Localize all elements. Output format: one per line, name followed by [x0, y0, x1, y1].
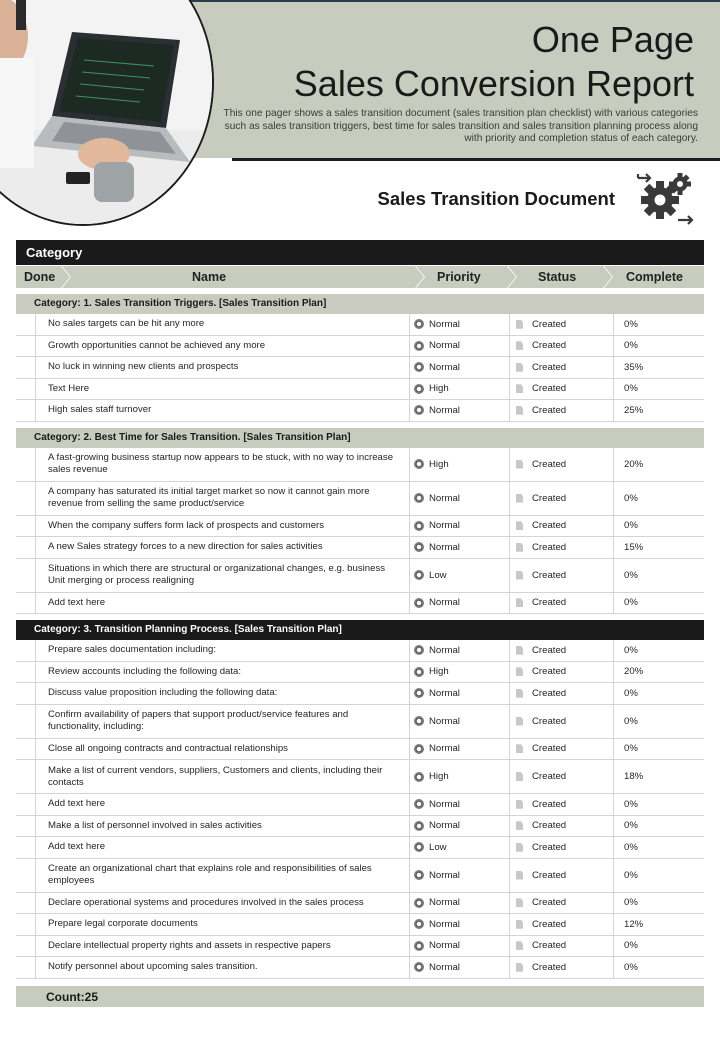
table-row — [16, 936, 704, 958]
done-checkbox[interactable] — [16, 760, 36, 793]
complete-value: 0% — [624, 597, 638, 609]
priority-cell — [410, 516, 510, 537]
complete-value: 0% — [624, 820, 638, 832]
complete-value: 0% — [624, 383, 638, 395]
table-row — [16, 662, 704, 684]
table-row — [16, 336, 704, 358]
priority-label: Normal — [429, 318, 460, 330]
complete-value: 0% — [624, 520, 638, 532]
done-checkbox[interactable] — [16, 893, 36, 914]
priority-cell — [410, 936, 510, 957]
document-icon — [516, 821, 523, 830]
page-title — [294, 18, 694, 106]
radio-dot-icon — [414, 821, 424, 831]
task-name: Add text here — [36, 593, 410, 614]
complete-value: 18% — [624, 771, 644, 782]
priority-cell — [410, 640, 510, 661]
complete-value: 0% — [624, 318, 638, 330]
radio-dot-icon — [414, 384, 424, 394]
category-header: Category — [16, 240, 704, 265]
complete-value: 0% — [624, 743, 638, 755]
document-icon — [516, 571, 523, 580]
document-icon — [516, 963, 523, 972]
priority-label: Normal — [429, 715, 460, 727]
column-done[interactable]: Done — [24, 270, 56, 284]
complete-value: 0% — [624, 841, 638, 853]
page-title-line1: One Page — [531, 19, 694, 60]
document-title: Sales Transition Document — [377, 188, 615, 209]
task-name: Situations in which there are structural or organizational changes, e.g. business Unit merging or process realigning — [36, 559, 410, 592]
document-icon — [516, 800, 523, 809]
task-name: Prepare sales documentation including: — [36, 640, 410, 661]
done-checkbox[interactable] — [16, 314, 36, 335]
priority-label: High — [429, 666, 449, 678]
status-cell — [510, 662, 614, 683]
task-name: Add text here — [36, 837, 410, 858]
radio-dot-icon — [414, 941, 424, 951]
radio-dot-icon — [414, 744, 424, 754]
radio-dot-icon — [414, 405, 424, 415]
radio-dot-icon — [414, 542, 424, 552]
document-icon — [516, 543, 523, 552]
done-checkbox[interactable] — [16, 559, 36, 592]
complete-value: 25% — [624, 404, 644, 416]
document-icon — [516, 598, 523, 607]
table-row — [16, 739, 704, 761]
radio-dot-icon — [414, 362, 424, 372]
status-cell — [510, 816, 614, 837]
table-row — [16, 705, 704, 739]
priority-cell — [410, 760, 510, 793]
document-icon — [516, 384, 523, 393]
status-label: Created — [532, 492, 567, 504]
status-cell — [510, 683, 614, 704]
column-status[interactable]: Status — [538, 270, 577, 284]
done-checkbox[interactable] — [16, 957, 36, 978]
table-row — [16, 816, 704, 838]
status-cell — [510, 760, 614, 793]
document-icon — [516, 941, 523, 950]
radio-dot-icon — [414, 645, 424, 655]
status-label: Created — [532, 666, 567, 678]
status-label: Created — [532, 340, 567, 352]
radio-dot-icon — [414, 667, 424, 677]
task-name: Discuss value proposition including the following data: — [36, 683, 410, 704]
done-checkbox[interactable] — [16, 705, 36, 738]
priority-label: Low — [429, 569, 447, 581]
complete-value: 0% — [624, 644, 638, 656]
category-group-title: Category: 3. Transition Planning Process. [Sales Transition Plan] — [16, 620, 704, 640]
table-row — [16, 859, 704, 893]
status-label: Created — [532, 798, 567, 810]
status-cell — [510, 794, 614, 815]
status-cell — [510, 593, 614, 614]
radio-dot-icon — [414, 521, 424, 531]
complete-value: 0% — [624, 687, 638, 699]
done-checkbox[interactable] — [16, 837, 36, 858]
complete-value: 35% — [624, 361, 644, 373]
priority-label: High — [429, 771, 449, 782]
count-footer: Count:25 — [16, 986, 704, 1007]
priority-cell — [410, 705, 510, 738]
status-cell — [510, 537, 614, 558]
table-row — [16, 379, 704, 401]
document-icon — [516, 667, 523, 676]
document-icon — [516, 460, 523, 469]
radio-dot-icon — [414, 962, 424, 972]
status-label: Created — [532, 644, 567, 656]
status-cell — [510, 859, 614, 892]
priority-cell — [410, 482, 510, 515]
table-row — [16, 400, 704, 422]
table-row — [16, 516, 704, 538]
status-label: Created — [532, 918, 567, 930]
document-icon — [516, 320, 523, 329]
priority-label: Normal — [429, 644, 460, 656]
table-row — [16, 537, 704, 559]
priority-cell — [410, 893, 510, 914]
done-checkbox[interactable] — [16, 336, 36, 357]
done-checkbox[interactable] — [16, 379, 36, 400]
status-label: Created — [532, 940, 567, 952]
complete-value: 0% — [624, 798, 638, 810]
task-name: Create an organizational chart that explains role and responsibilities of sales employees — [36, 859, 410, 892]
done-checkbox[interactable] — [16, 794, 36, 815]
priority-label: Normal — [429, 897, 460, 909]
table-row — [16, 683, 704, 705]
done-checkbox[interactable] — [16, 537, 36, 558]
complete-value: 0% — [624, 569, 638, 581]
category-groups — [16, 294, 704, 979]
done-checkbox[interactable] — [16, 739, 36, 760]
task-name: Make a list of personnel involved in sales activities — [36, 816, 410, 837]
table-row — [16, 837, 704, 859]
priority-cell — [410, 559, 510, 592]
document-icon — [516, 744, 523, 753]
status-cell — [510, 957, 614, 978]
priority-cell — [410, 314, 510, 335]
table-row — [16, 957, 704, 979]
column-priority[interactable]: Priority — [437, 270, 481, 284]
status-label: Created — [532, 687, 567, 699]
radio-dot-icon — [414, 319, 424, 329]
task-name: Declare intellectual property rights and assets in respective papers — [36, 936, 410, 957]
status-label: Created — [532, 841, 567, 853]
status-cell — [510, 705, 614, 738]
done-checkbox[interactable] — [16, 859, 36, 892]
complete-value: 0% — [624, 340, 638, 352]
table-row — [16, 357, 704, 379]
status-label: Created — [532, 361, 567, 373]
table-row — [16, 593, 704, 615]
radio-dot-icon — [414, 493, 424, 503]
priority-cell — [410, 816, 510, 837]
priority-label: Normal — [429, 918, 460, 930]
document-icon — [516, 689, 523, 698]
status-cell — [510, 739, 614, 760]
priority-label: Normal — [429, 541, 460, 553]
priority-cell — [410, 662, 510, 683]
status-label: Created — [532, 383, 567, 395]
priority-cell — [410, 593, 510, 614]
complete-value: 0% — [624, 940, 638, 952]
status-cell — [510, 482, 614, 515]
priority-cell — [410, 379, 510, 400]
document-icon — [516, 521, 523, 530]
header-divider — [232, 158, 720, 161]
done-checkbox[interactable] — [16, 357, 36, 378]
status-cell — [510, 893, 614, 914]
status-label: Created — [532, 820, 567, 832]
done-checkbox[interactable] — [16, 593, 36, 614]
document-icon — [516, 646, 523, 655]
complete-value: 0% — [624, 961, 638, 973]
priority-label: High — [429, 383, 449, 395]
table-row — [16, 482, 704, 516]
document-icon — [516, 717, 523, 726]
status-label: Created — [532, 869, 567, 881]
table-row — [16, 314, 704, 336]
radio-dot-icon — [414, 688, 424, 698]
priority-label: Normal — [429, 492, 460, 504]
table-row — [16, 760, 704, 794]
category-group-title: Category: 2. Best Time for Sales Transition. [Sales Transition Plan] — [16, 428, 704, 448]
priority-cell — [410, 794, 510, 815]
column-complete[interactable]: Complete — [626, 270, 683, 284]
status-label: Created — [532, 404, 567, 416]
task-name: Declare operational systems and procedures involved in the sales process — [36, 893, 410, 914]
task-name: Notify personnel about upcoming sales transition. — [36, 957, 410, 978]
column-header-row — [16, 266, 704, 288]
priority-label: Normal — [429, 404, 460, 416]
status-label: Created — [532, 897, 567, 909]
radio-dot-icon — [414, 570, 424, 580]
priority-label: Normal — [429, 961, 460, 973]
task-name: Confirm availability of papers that support product/service features and functionality, including: — [36, 705, 410, 738]
status-label: Created — [532, 743, 567, 755]
document-icon — [516, 341, 523, 350]
priority-label: Normal — [429, 597, 460, 609]
table-row — [16, 914, 704, 936]
complete-value: 15% — [624, 541, 644, 553]
priority-label: Normal — [429, 940, 460, 952]
radio-dot-icon — [414, 341, 424, 351]
priority-cell — [410, 837, 510, 858]
status-label: Created — [532, 541, 567, 553]
table-row — [16, 448, 704, 482]
task-name: No sales targets can be hit any more — [36, 314, 410, 335]
priority-label: Normal — [429, 520, 460, 532]
category-group-title: Category: 1. Sales Transition Triggers. [Sales Transition Plan] — [16, 294, 704, 314]
status-cell — [510, 640, 614, 661]
done-checkbox[interactable] — [16, 482, 36, 515]
priority-cell — [410, 957, 510, 978]
task-name: High sales staff turnover — [36, 400, 410, 421]
radio-dot-icon — [414, 799, 424, 809]
done-checkbox[interactable] — [16, 683, 36, 704]
page-title-line2: Sales Conversion Report — [293, 63, 694, 104]
priority-label: Normal — [429, 743, 460, 755]
priority-label: Normal — [429, 869, 460, 881]
task-name: No luck in winning new clients and prospects — [36, 357, 410, 378]
priority-cell — [410, 537, 510, 558]
task-name: Review accounts including the following data: — [36, 662, 410, 683]
status-cell — [510, 914, 614, 935]
document-icon — [516, 494, 523, 503]
task-name: A company has saturated its initial target market so now it cannot gain more revenue from selling the same product/service — [36, 482, 410, 515]
status-label: Created — [532, 569, 567, 581]
done-checkbox[interactable] — [16, 400, 36, 421]
status-cell — [510, 400, 614, 421]
radio-dot-icon — [414, 919, 424, 929]
radio-dot-icon — [414, 459, 424, 469]
status-cell — [510, 379, 614, 400]
radio-dot-icon — [414, 898, 424, 908]
priority-label: Normal — [429, 687, 460, 699]
task-name: Make a list of current vendors, suppliers, Customers and clients, including their contacts — [36, 760, 410, 793]
task-name: Add text here — [36, 794, 410, 815]
status-label: Created — [532, 771, 567, 782]
status-label: Created — [532, 318, 567, 330]
priority-cell — [410, 400, 510, 421]
done-checkbox[interactable] — [16, 640, 36, 661]
status-cell — [510, 516, 614, 537]
complete-value: 0% — [624, 715, 638, 727]
status-cell — [510, 936, 614, 957]
table-row — [16, 893, 704, 915]
document-icon — [516, 898, 523, 907]
document-icon — [516, 363, 523, 372]
done-checkbox[interactable] — [16, 448, 36, 481]
laptop-photo — [0, 0, 214, 226]
task-name: A new Sales strategy forces to a new direction for sales activities — [36, 537, 410, 558]
document-icon — [516, 772, 523, 781]
status-cell — [510, 559, 614, 592]
done-checkbox[interactable] — [16, 516, 36, 537]
radio-dot-icon — [414, 598, 424, 608]
radio-dot-icon — [414, 772, 424, 782]
priority-cell — [410, 859, 510, 892]
priority-cell — [410, 683, 510, 704]
done-checkbox[interactable] — [16, 662, 36, 683]
radio-dot-icon — [414, 716, 424, 726]
radio-dot-icon — [414, 842, 424, 852]
status-label: Created — [532, 597, 567, 609]
gears-arrows-icon — [634, 170, 696, 231]
column-header-bg — [62, 266, 424, 288]
status-cell — [510, 314, 614, 335]
priority-cell — [410, 448, 510, 481]
priority-label: Normal — [429, 798, 460, 810]
document-icon — [516, 920, 523, 929]
priority-label: Normal — [429, 820, 460, 832]
status-cell — [510, 357, 614, 378]
column-name[interactable]: Name — [192, 270, 227, 284]
priority-label: Normal — [429, 340, 460, 352]
complete-value: 20% — [624, 666, 644, 678]
priority-cell — [410, 739, 510, 760]
complete-value: 20% — [624, 458, 644, 470]
table-row — [16, 640, 704, 662]
priority-label: Low — [429, 841, 447, 853]
status-label: Created — [532, 715, 567, 727]
task-name: A fast-growing business startup now appears to be stuck, with no way to increase sales revenue — [36, 448, 410, 481]
task-name: Close all ongoing contracts and contractual relationships — [36, 739, 410, 760]
status-label: Created — [532, 520, 567, 532]
status-label: Created — [532, 458, 567, 470]
transition-table — [16, 240, 704, 1007]
complete-value: 0% — [624, 897, 638, 909]
task-name: Prepare legal corporate documents — [36, 914, 410, 935]
priority-cell — [410, 914, 510, 935]
priority-cell — [410, 357, 510, 378]
task-name: Growth opportunities cannot be achieved any more — [36, 336, 410, 357]
complete-value: 0% — [624, 492, 638, 504]
done-checkbox[interactable] — [16, 914, 36, 935]
status-cell — [510, 336, 614, 357]
page-subtitle: This one pager shows a sales transition document (sales transition plan checklist) with various categories such as sales transition triggers, best time for sales transition and sales transition planning process along with priority and completion status of each category. — [223, 108, 698, 145]
complete-value: 12% — [624, 918, 644, 930]
done-checkbox[interactable] — [16, 816, 36, 837]
status-cell — [510, 837, 614, 858]
priority-label: Normal — [429, 361, 460, 373]
complete-value: 0% — [624, 869, 638, 881]
radio-dot-icon — [414, 870, 424, 880]
task-name: When the company suffers form lack of prospects and customers — [36, 516, 410, 537]
table-row — [16, 794, 704, 816]
task-name: Text Here — [36, 379, 410, 400]
document-icon — [516, 406, 523, 415]
document-icon — [516, 871, 523, 880]
status-cell — [510, 448, 614, 481]
status-label: Created — [532, 961, 567, 973]
priority-label: High — [429, 458, 449, 470]
done-checkbox[interactable] — [16, 936, 36, 957]
priority-cell — [410, 336, 510, 357]
document-icon — [516, 843, 523, 852]
table-row — [16, 559, 704, 593]
